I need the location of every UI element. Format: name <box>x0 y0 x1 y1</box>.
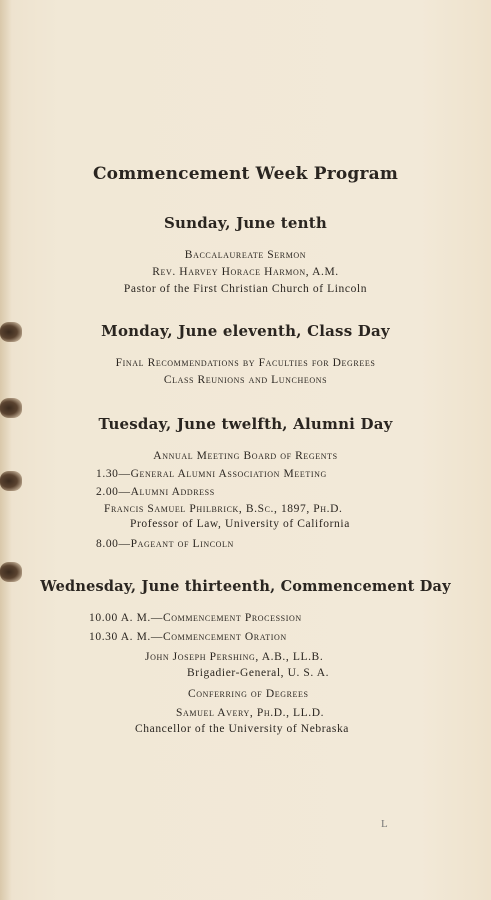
wednesday-line-1: 10.00 A. M.—Commencement Procession <box>89 612 302 624</box>
tuesday-line-3: 2.00—Alumni Address <box>96 486 215 498</box>
sunday-line-2: Rev. Harvey Horace Harmon, A.M. <box>152 266 339 278</box>
binding-hole <box>0 471 22 491</box>
tuesday-line-2: 1.30—General Alumni Association Meeting <box>96 468 327 480</box>
sunday-heading: Sunday, June tenth <box>163 214 328 232</box>
monday-line-1: Final Recommendations by Faculties for Degrees <box>115 357 376 369</box>
wednesday-heading: Wednesday, June thirteenth, Commencement Day <box>40 578 451 595</box>
wednesday-line-5: Conferring of Degrees <box>188 688 309 700</box>
wednesday-line-7: Chancellor of the University of Nebraska <box>135 723 350 735</box>
tuesday-line-5: Professor of Law, University of California <box>130 518 350 530</box>
sunday-line-1: Baccalaureate Sermon <box>184 249 307 261</box>
page-title: Commencement Week Program <box>92 164 399 184</box>
wednesday-line-4: Brigadier-General, U. S. A. <box>187 667 330 679</box>
wednesday-line-6: Samuel Avery, Ph.D., LL.D. <box>176 707 325 719</box>
monday-heading: Monday, June eleventh, Class Day <box>101 322 390 340</box>
page-mark: L <box>381 818 388 830</box>
tuesday-heading: Tuesday, June twelfth, Alumni Day <box>98 415 393 433</box>
tuesday-line-1: Annual Meeting Board of Regents <box>153 450 338 462</box>
sunday-line-3: Pastor of the First Christian Church of Lincoln <box>123 283 368 295</box>
monday-line-2: Class Reunions and Luncheons <box>163 374 328 386</box>
tuesday-line-6: 8.00—Pageant of Lincoln <box>96 538 234 550</box>
wednesday-line-2: 10.30 A. M.—Commencement Oration <box>89 631 287 643</box>
tuesday-line-4: Francis Samuel Philbrick, B.Sc., 1897, Ph.D. <box>104 503 343 515</box>
wednesday-line-3: John Joseph Pershing, A.B., LL.B. <box>145 651 324 663</box>
